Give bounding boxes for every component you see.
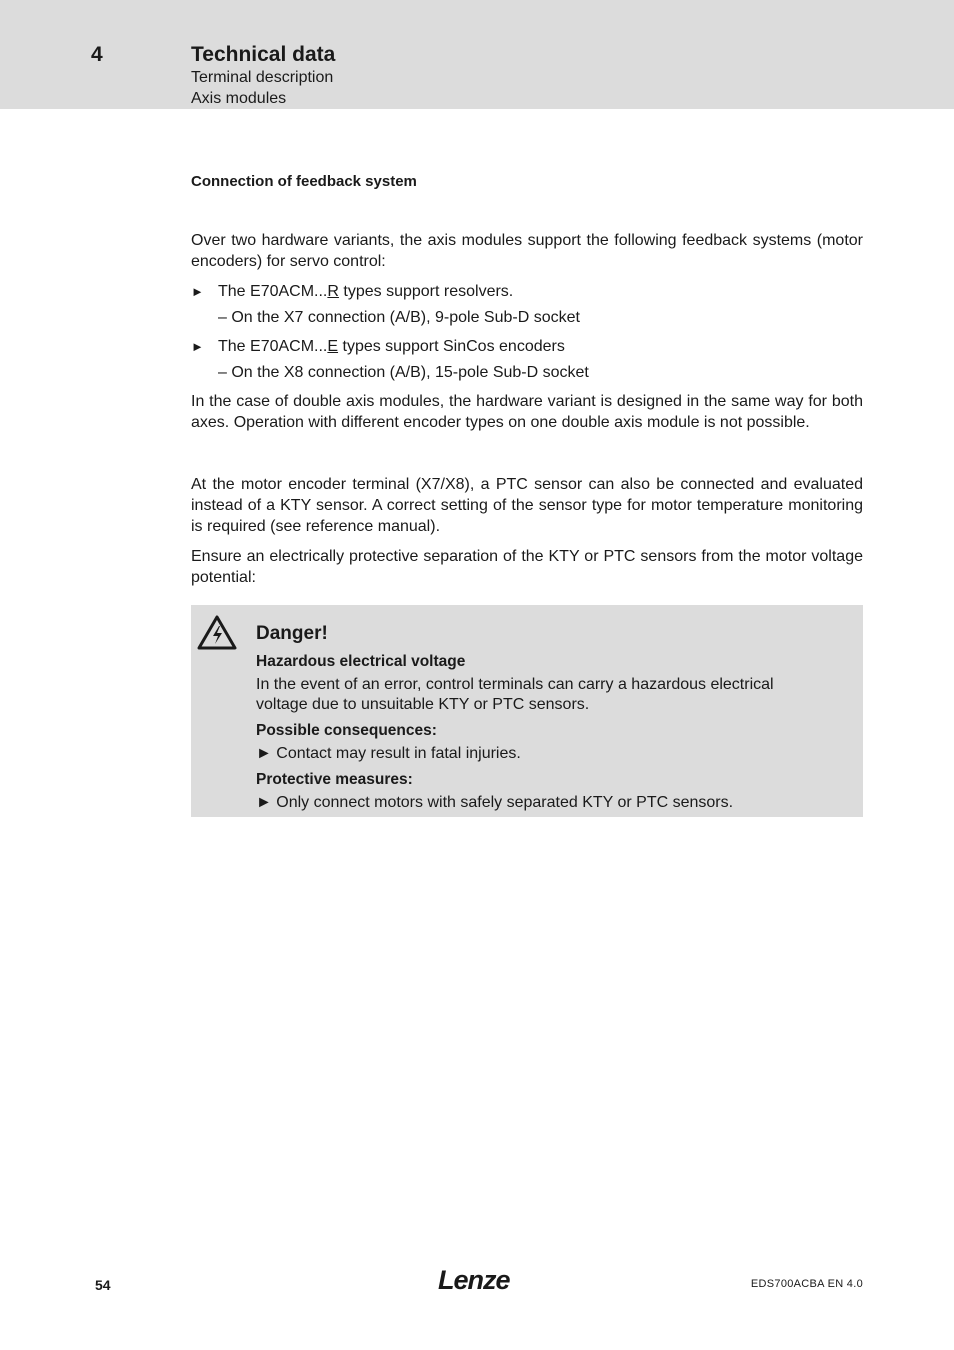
intro-paragraph: Over two hardware variants, the axis modules support the following feedback systems (motor encoders) for servo control: xyxy=(191,232,863,270)
bullet-sincos-detail: – On the X8 connection (A/B), 15-pole Sub-D socket xyxy=(218,364,589,381)
bullet-arrow-icon: ► xyxy=(191,284,204,299)
hazard-heading: Hazardous electrical voltage xyxy=(256,653,466,670)
electrical-hazard-warning-icon xyxy=(197,615,237,650)
section-heading: Connection of feedback system xyxy=(191,173,417,190)
bullet-text: The E70ACM...R types support resolvers. xyxy=(218,283,514,300)
separation-paragraph: Ensure an electrically protective separation of the KTY or PTC sensors from the motor voltage potential: xyxy=(191,548,863,586)
document-code: EDS700ACBA EN 4.0 xyxy=(750,1278,863,1290)
danger-notice xyxy=(191,605,863,817)
consequences-heading: Possible consequences: xyxy=(256,722,437,739)
hazard-description-line-1: In the event of an error, control terminals can carry a hazardous electrical xyxy=(256,676,774,693)
ptc-sensor-paragraph: At the motor encoder terminal (X7/X8), a PTC sensor can also be connected and evaluated instead of a KTY sensor. A correct setting of the sensor type for motor temperature monitoring is required (see reference manual). xyxy=(191,476,863,535)
chapter-number: 4 xyxy=(91,43,103,66)
lenze-logo: Lenze xyxy=(438,1265,510,1295)
page-number: 54 xyxy=(95,1277,111,1293)
subtitle-terminal-description: Terminal description xyxy=(191,69,334,86)
consequence-item: ► Contact may result in fatal injuries. xyxy=(256,745,521,762)
double-axis-paragraph: In the case of double axis modules, the hardware variant is designed in the same way for both axes. Operation with different encoder types on one double axis module is not possible. xyxy=(191,393,863,431)
measure-item: ► Only connect motors with safely separated KTY or PTC sensors. xyxy=(256,794,734,811)
chapter-title: Technical data xyxy=(191,43,336,66)
header-band xyxy=(0,0,954,109)
danger-title: Danger! xyxy=(256,623,328,644)
bullet-arrow-icon: ► xyxy=(191,339,204,354)
subtitle-axis-modules: Axis modules xyxy=(191,90,287,107)
measures-heading: Protective measures: xyxy=(256,771,413,788)
bullet-text: The E70ACM...E types support SinCos encoders xyxy=(218,338,565,355)
hazard-description-line-2: voltage due to unsuitable KTY or PTC sensors. xyxy=(256,696,590,713)
bullet-resolver-detail: – On the X7 connection (A/B), 9-pole Sub-D socket xyxy=(218,309,580,326)
